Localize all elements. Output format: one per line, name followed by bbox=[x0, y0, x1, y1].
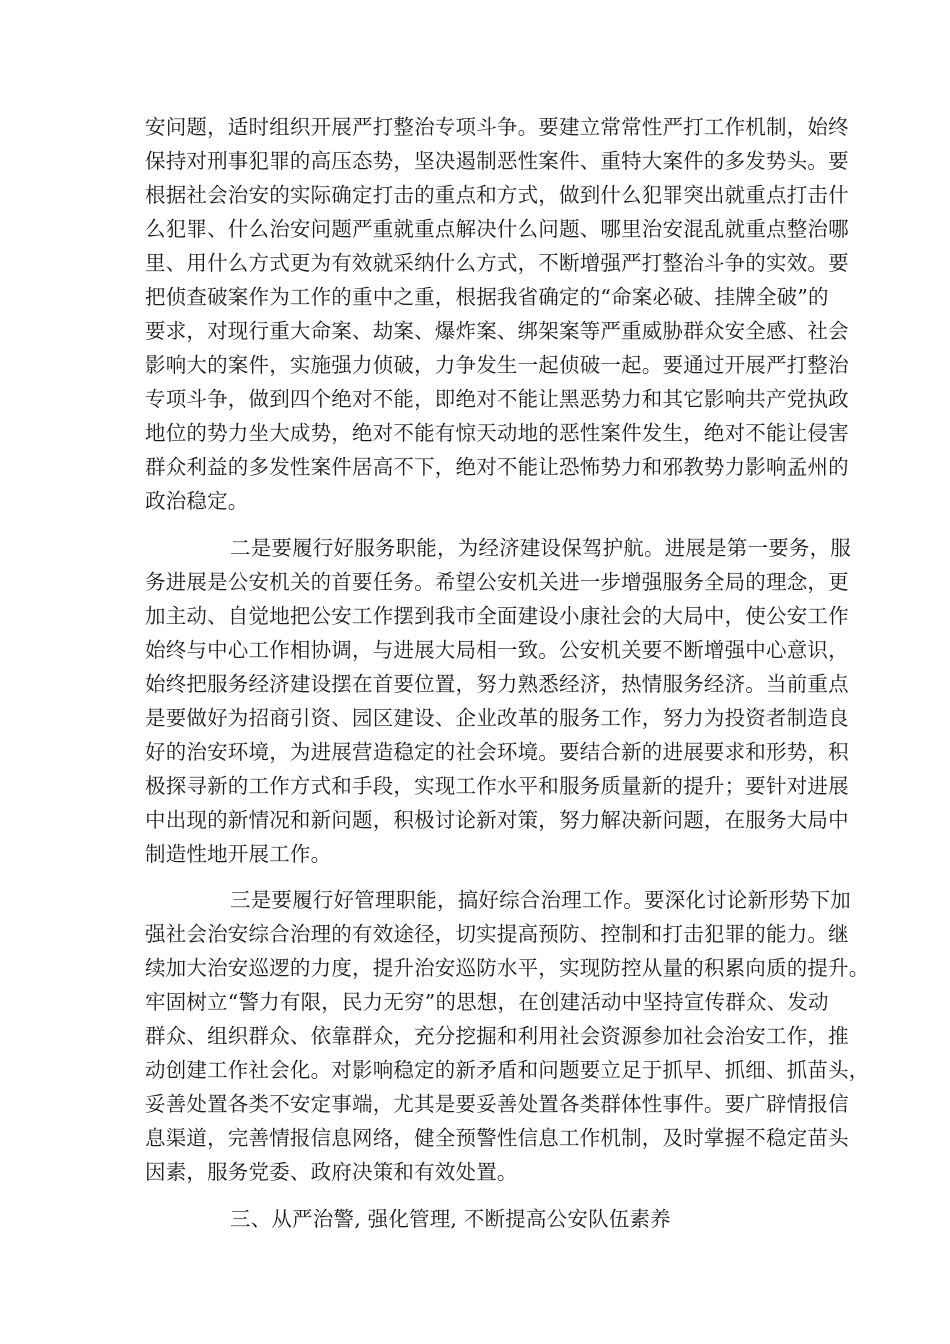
text-line: 是要做好为招商引资、园区建设、企业改革的服务工作，努力为投资者制造良 bbox=[145, 706, 849, 730]
text-line: 么犯罪、什么治安问题严重就重点解决什么问题、哪里治安混乱就重点整治哪 bbox=[145, 217, 849, 241]
text-line: 制造性地开展工作。 bbox=[145, 842, 332, 866]
text-line: 安问题，适时组织开展严打整治专项斗争。要建立常常性严打工作机制，始终 bbox=[145, 115, 849, 139]
text-line: 保持对刑事犯罪的高压态势，坚决遏制恶性案件、重特大案件的多发势头。要 bbox=[145, 149, 849, 173]
text-line: 里、用什么方式更为有效就采纳什么方式，不断增强严打整治斗争的实效。要 bbox=[145, 251, 849, 275]
text-line: 二是要履行好服务职能，为经济建设保驾护航。进展是第一要务，服 bbox=[230, 536, 851, 560]
text-line: 政治稳定。 bbox=[145, 489, 249, 513]
text-line: 根据社会治安的实际确定打击的重点和方式，做到什么犯罪突出就重点打击什 bbox=[145, 183, 849, 207]
text-line: 因素，服务党委、政府决策和有效处置。 bbox=[145, 1160, 518, 1184]
text-line: 要求，对现行重大命案、劫案、爆炸案、绑架案等严重威胁群众安全感、社会 bbox=[145, 319, 849, 343]
text-line: 强社会治安综合治理的有效途径，切实提高预防、控制和打击犯罪的能力。继 bbox=[145, 922, 849, 946]
text-line: 妥善处置各类不安定事端，尤其是要妥善处置各类群体性事件。要广辟情报信 bbox=[145, 1092, 849, 1116]
text-line: 群众利益的多发性案件居高不下，绝对不能让恐怖势力和邪教势力影响孟州的 bbox=[145, 455, 849, 479]
text-line: 务进展是公安机关的首要任务。希望公安机关进一步增强服务全局的理念，更 bbox=[145, 570, 849, 594]
text-line: 动创建工作社会化。对影响稳定的新矛盾和问题要立足于抓早、抓细、抓苗头， bbox=[145, 1058, 870, 1082]
text-line: 始终与中心工作相协调，与进展大局相一致。公安机关要不断增强中心意识， bbox=[145, 638, 849, 662]
text-line: 息渠道，完善情报信息网络，健全预警性信息工作机制，及时掌握不稳定苗头 bbox=[145, 1126, 849, 1150]
text-line: 把侦查破案作为工作的重中之重，根据我省确定的“命案必破、挂牌全破”的 bbox=[145, 285, 829, 309]
text-line: 始终把服务经济建设摆在首要位置，努力熟悉经济，热情服务经济。当前重点 bbox=[145, 672, 849, 696]
text-line: 中出现的新情况和新问题，积极讨论新对策，努力解决新问题，在服务大局中 bbox=[145, 808, 849, 832]
text-line: 专项斗争，做到四个绝对不能，即绝对不能让黑恶势力和其它影响共产党执政 bbox=[145, 387, 849, 411]
text-line: 群众、组织群众、依靠群众，充分挖掘和利用社会资源参加社会治安工作，推 bbox=[145, 1024, 849, 1048]
text-line: 续加大治安巡逻的力度，提升治安巡防水平，实现防控从量的积累向质的提升。 bbox=[145, 956, 870, 980]
text-line: 影响大的案件，实施强力侦破，力争发生一起侦破一起。要通过开展严打整治 bbox=[145, 353, 849, 377]
text-line: 极探寻新的工作方式和手段，实现工作水平和服务质量新的提升；要针对进展 bbox=[145, 774, 849, 798]
text-line: 好的治安环境，为进展营造稳定的社会环境。要结合新的进展要求和形势，积 bbox=[145, 740, 849, 764]
text-line: 地位的势力坐大成势，绝对不能有惊天动地的恶性案件发生，绝对不能让侵害 bbox=[145, 421, 849, 445]
text-line: 牢固树立“警力有限，民力无穷”的思想，在创建活动中坚持宣传群众、发动 bbox=[145, 990, 829, 1014]
text-line: 三是要履行好管理职能，搞好综合治理工作。要深化讨论新形势下加 bbox=[230, 888, 851, 912]
section-heading: 三、从严治警, 强化管理, 不断提高公安队伍素养 bbox=[230, 1207, 671, 1231]
text-line: 加主动、自觉地把公安工作摆到我市全面建设小康社会的大局中，使公安工作 bbox=[145, 604, 849, 628]
